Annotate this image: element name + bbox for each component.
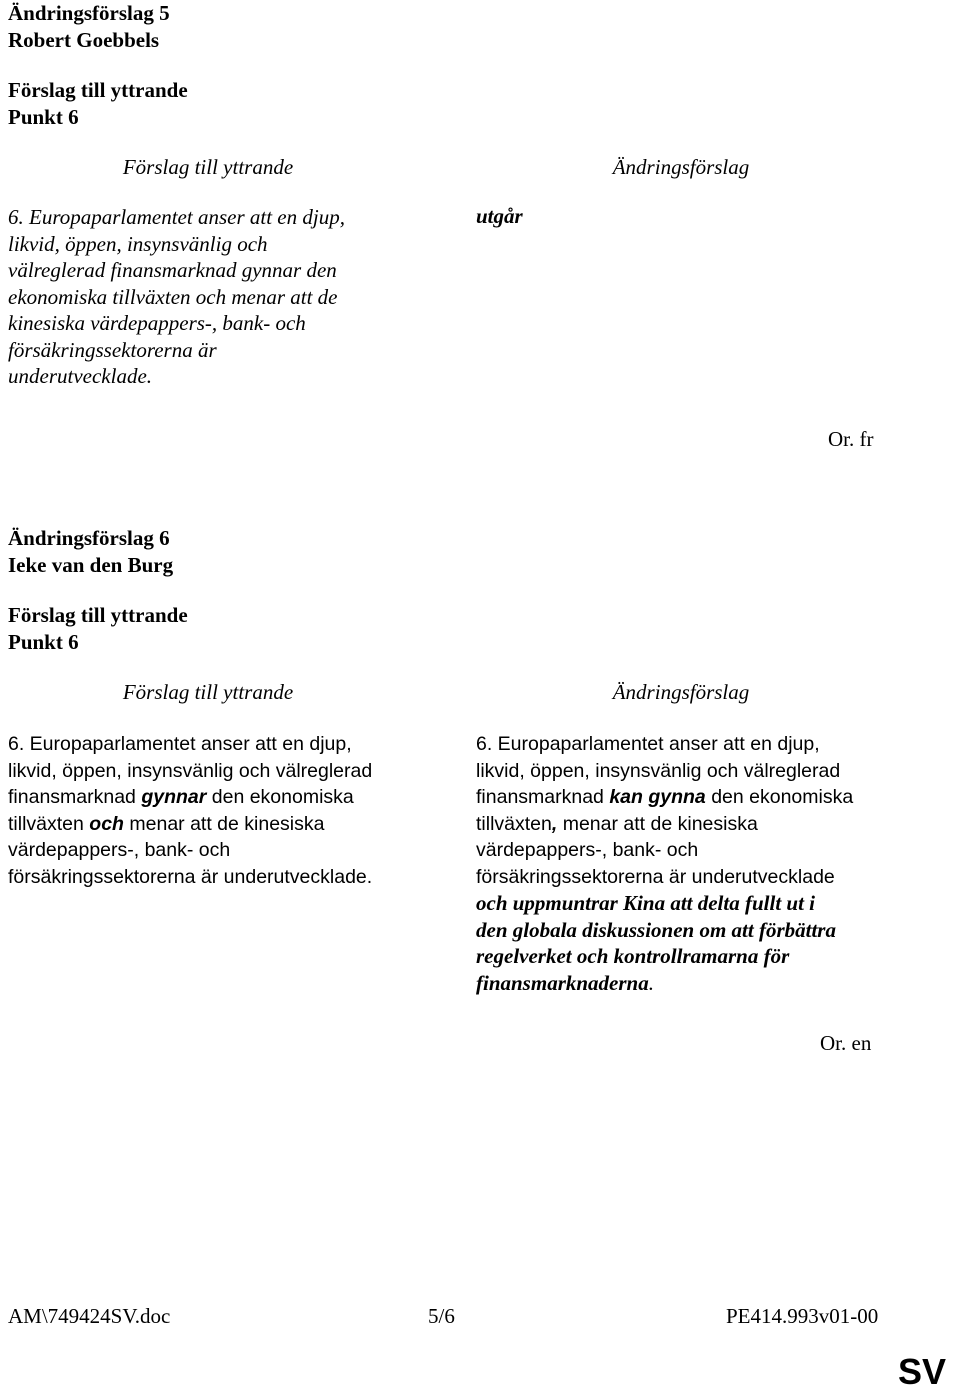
footer-language-code: SV	[898, 1351, 947, 1392]
amendment-6-original-language: Or. en	[820, 1031, 872, 1055]
amendment-6-point: Punkt 6	[8, 630, 79, 654]
footer-document-ref: AM\749424SV.doc	[8, 1304, 171, 1328]
amendment-5-title: Ändringsförslag 5	[8, 1, 170, 25]
amendment-5-original-language: Or. fr	[828, 427, 874, 451]
amendment-6-original-text: 6. Europaparlamentet anser att en djup, likvid, öppen, insynsvänlig och välreglerad finansmarknad gynnar den ekonomiska tillväxten och menar att de kinesiska värdepappers-, bank- och försäkringssektorerna är underutvecklade.	[8, 733, 373, 888]
amendment-5-right-header: Ändringsförslag	[612, 155, 750, 179]
amendment-6-author: Ieke van den Burg	[8, 553, 174, 577]
amendment-6-target: Förslag till yttrande	[8, 603, 188, 627]
amendment-5-author: Robert Goebbels	[8, 28, 160, 52]
amendment-5-deleted-text: utgår	[476, 204, 523, 228]
amendment-6-right-header: Ändringsförslag	[612, 680, 750, 704]
amendment-5-left-header: Förslag till yttrande	[122, 155, 294, 179]
amendment-5-original-text: 6. Europaparlamentet anser att en djup, likvid, öppen, insynsvänlig och välreglerad finansmarknad gynnar den ekonomiska tillväxten och menar att de kinesiska värdepappers-, bank- och försäkringssektorerna är underutvecklade.	[8, 205, 345, 388]
amendment-5-target: Förslag till yttrande	[8, 78, 188, 102]
footer-pe-ref: PE414.993v01-00	[726, 1304, 879, 1328]
amendment-5-point: Punkt 6	[8, 105, 79, 129]
footer-page-number: 5/6	[428, 1304, 455, 1328]
amendment-6-left-header: Förslag till yttrande	[122, 680, 294, 704]
amendment-6-title: Ändringsförslag 6	[8, 526, 170, 550]
amendment-6-amended-text: 6. Europaparlamentet anser att en djup, likvid, öppen, insynsvänlig och välreglerad finansmarknad kan gynna den ekonomiska tillväxten, menar att de kinesiska värdepappers-, bank- och försäkringssektorerna är underutvecklade och uppmuntrar Kina att delta fullt ut i den globala diskussionen om att förbättra regelverket och kontrollramarna för finansmarknaderna.	[476, 733, 854, 995]
